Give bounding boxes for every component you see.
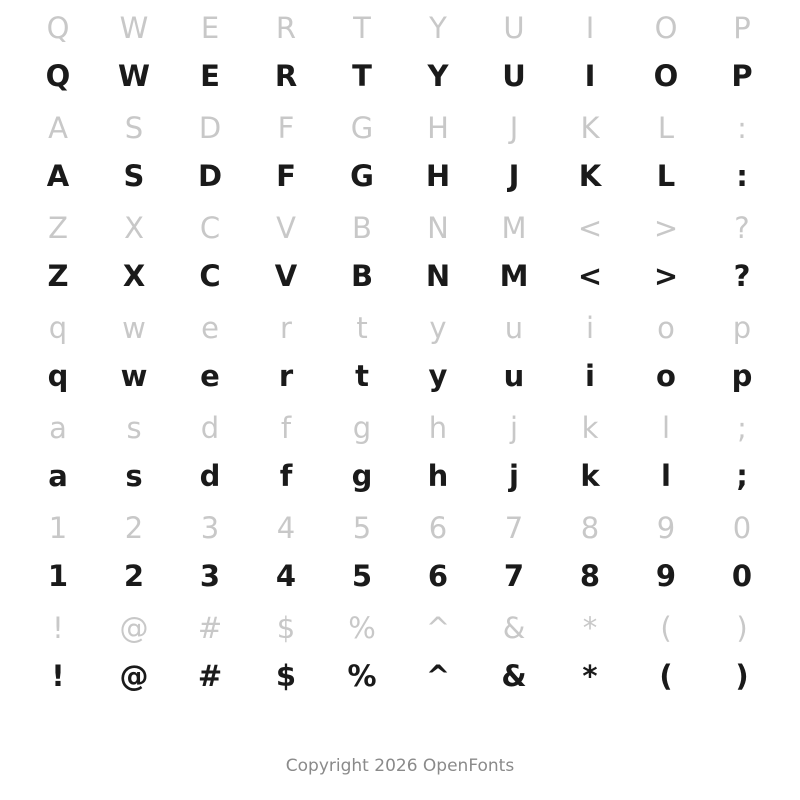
glyph-cell: < <box>577 211 603 245</box>
glyph-cell: o <box>656 359 676 393</box>
glyph-cell: h <box>427 459 449 493</box>
glyph-cell: ? <box>734 211 750 245</box>
glyph-cell: @ <box>119 659 149 693</box>
glyph-cell: F <box>277 111 295 145</box>
glyph-cell: g <box>351 459 373 493</box>
glyph-cell: < <box>577 259 603 293</box>
glyph-cell: S <box>124 111 144 145</box>
glyph-cell: y <box>428 359 448 393</box>
glyph-row-bold <box>20 456 780 506</box>
glyph-cell: 2 <box>123 559 145 593</box>
glyph-cell: X <box>122 259 146 293</box>
glyph-cell: y <box>429 311 447 345</box>
glyph-cell: j <box>509 459 519 493</box>
glyph-cell: $ <box>275 659 297 693</box>
glyph-cell: H <box>425 159 451 193</box>
glyph-cell: 1 <box>47 559 69 593</box>
glyph-cell: h <box>428 411 448 445</box>
glyph-cell: U <box>503 11 525 45</box>
glyph-cell: t <box>355 359 369 393</box>
glyph-cell: : <box>737 111 747 145</box>
glyph-cell: D <box>197 159 223 193</box>
glyph-row-bold <box>20 356 780 406</box>
glyph-cell: K <box>578 159 602 193</box>
glyph-cell: & <box>502 611 526 645</box>
glyph-cell: 4 <box>275 559 297 593</box>
glyph-cell: o <box>657 311 675 345</box>
glyph-cell: a <box>48 459 68 493</box>
glyph-cell: Z <box>48 211 68 245</box>
glyph-cell: P <box>731 59 753 93</box>
glyph-cell: s <box>125 459 143 493</box>
glyph-cell: & <box>501 659 527 693</box>
glyph-cell: Y <box>429 11 447 45</box>
glyph-cell: e <box>200 359 220 393</box>
glyph-cell: L <box>657 111 675 145</box>
glyph-cell: ) <box>736 611 748 645</box>
glyph-cell: B <box>352 211 372 245</box>
glyph-cell: V <box>274 259 298 293</box>
glyph-cell: l <box>661 411 671 445</box>
glyph-cell: I <box>585 11 595 45</box>
glyph-cell: 5 <box>351 559 373 593</box>
glyph-cell: A <box>48 111 68 145</box>
glyph-cell: i <box>585 359 595 393</box>
copyright-notice: Copyright 2026 OpenFonts <box>285 756 515 776</box>
glyph-cell: 8 <box>580 511 600 545</box>
glyph-cell: G <box>350 111 374 145</box>
glyph-cell: ( <box>660 611 672 645</box>
glyph-row-light <box>20 606 780 656</box>
glyph-cell: w <box>120 359 148 393</box>
glyph-cell: q <box>47 359 69 393</box>
glyph-cell: d <box>199 459 221 493</box>
glyph-cell: s <box>126 411 142 445</box>
glyph-cell: 9 <box>655 559 677 593</box>
glyph-cell: X <box>124 211 144 245</box>
glyph-cell: j <box>509 411 519 445</box>
glyph-cell: @ <box>119 611 149 645</box>
glyph-cell: i <box>585 311 595 345</box>
glyph-cell: * <box>582 659 598 693</box>
glyph-cell: B <box>350 259 374 293</box>
glyph-cell: 6 <box>427 559 449 593</box>
glyph-cell: C <box>199 211 221 245</box>
glyph-cell: 7 <box>504 511 524 545</box>
glyph-cell: w <box>122 311 146 345</box>
glyph-cell: k <box>580 459 600 493</box>
glyph-cell: R <box>275 11 297 45</box>
glyph-cell: 3 <box>199 559 221 593</box>
glyph-cell: T <box>353 11 371 45</box>
glyph-cell: f <box>280 411 292 445</box>
glyph-cell: N <box>427 211 449 245</box>
glyph-cell: L <box>656 159 676 193</box>
glyph-cell: t <box>356 311 368 345</box>
glyph-cell: 7 <box>503 559 525 593</box>
glyph-cell: E <box>200 59 220 93</box>
glyph-cell: u <box>504 311 524 345</box>
glyph-row-bold <box>20 556 780 606</box>
glyph-cell: 8 <box>579 559 601 593</box>
glyph-cell: ; <box>736 459 748 493</box>
glyph-cell: E <box>200 11 220 45</box>
glyph-cell: D <box>198 111 222 145</box>
glyph-cell: H <box>427 111 449 145</box>
glyph-cell: ; <box>737 411 747 445</box>
glyph-row-light <box>20 406 780 456</box>
glyph-cell: 2 <box>124 511 144 545</box>
glyph-row-light <box>20 6 780 56</box>
glyph-cell: I <box>584 59 596 93</box>
glyph-cell: % <box>348 611 376 645</box>
glyph-cell: O <box>653 59 679 93</box>
glyph-cell: # <box>197 659 223 693</box>
glyph-cell: : <box>736 159 748 193</box>
glyph-row-light <box>20 106 780 156</box>
glyph-cell: ^ <box>425 659 451 693</box>
glyph-row-light <box>20 306 780 356</box>
glyph-cell: O <box>654 11 678 45</box>
glyph-cell: M <box>499 259 529 293</box>
glyph-cell: * <box>582 611 598 645</box>
glyph-cell: 6 <box>428 511 448 545</box>
glyph-row-light <box>20 206 780 256</box>
glyph-cell: W <box>119 11 149 45</box>
glyph-row-bold <box>20 256 780 306</box>
glyph-cell: J <box>509 111 519 145</box>
glyph-cell: Y <box>427 59 449 93</box>
glyph-cell: 4 <box>276 511 296 545</box>
glyph-cell: C <box>199 259 221 293</box>
glyph-cell: T <box>352 59 372 93</box>
glyph-cell: 1 <box>48 511 68 545</box>
glyph-cell: e <box>201 311 219 345</box>
glyph-cell: u <box>503 359 525 393</box>
glyph-cell: # <box>197 611 223 645</box>
glyph-cell: > <box>653 211 679 245</box>
glyph-cell: W <box>118 59 150 93</box>
glyph-cell: % <box>347 659 377 693</box>
glyph-cell: G <box>350 159 374 193</box>
glyph-cell: J <box>508 159 520 193</box>
glyph-cell: N <box>425 259 451 293</box>
glyph-row-bold <box>20 56 780 106</box>
glyph-cell: ) <box>735 659 749 693</box>
glyph-cell: A <box>46 159 70 193</box>
glyph-grid <box>20 6 780 706</box>
glyph-cell: a <box>49 411 67 445</box>
glyph-cell: $ <box>276 611 296 645</box>
glyph-cell: 0 <box>732 511 752 545</box>
glyph-cell: U <box>502 59 526 93</box>
glyph-cell: P <box>733 11 751 45</box>
glyph-cell: Q <box>46 11 70 45</box>
glyph-cell: ( <box>659 659 673 693</box>
glyph-cell: R <box>274 59 298 93</box>
glyph-cell: K <box>580 111 600 145</box>
glyph-cell: 0 <box>731 559 753 593</box>
glyph-cell: ! <box>51 659 65 693</box>
glyph-cell: > <box>653 259 679 293</box>
glyph-cell: r <box>280 311 292 345</box>
glyph-cell: V <box>276 211 296 245</box>
glyph-cell: ? <box>733 259 751 293</box>
glyph-cell: Z <box>47 259 69 293</box>
glyph-cell: d <box>200 411 220 445</box>
glyph-cell: ^ <box>425 611 451 645</box>
glyph-cell: r <box>278 359 294 393</box>
glyph-cell: S <box>123 159 145 193</box>
glyph-cell: l <box>661 459 671 493</box>
glyph-cell: F <box>276 159 296 193</box>
glyph-cell: 3 <box>200 511 220 545</box>
glyph-row-bold <box>20 656 780 706</box>
glyph-cell: ! <box>52 611 64 645</box>
glyph-cell: q <box>48 311 68 345</box>
glyph-cell: 9 <box>656 511 676 545</box>
glyph-row-light <box>20 506 780 556</box>
glyph-cell: g <box>352 411 372 445</box>
glyph-cell: 5 <box>352 511 372 545</box>
glyph-cell: p <box>732 311 752 345</box>
glyph-cell: M <box>501 211 527 245</box>
glyph-cell: p <box>731 359 753 393</box>
glyph-cell: Q <box>45 59 71 93</box>
glyph-cell: k <box>581 411 599 445</box>
glyph-cell: f <box>279 459 293 493</box>
glyph-row-bold <box>20 156 780 206</box>
